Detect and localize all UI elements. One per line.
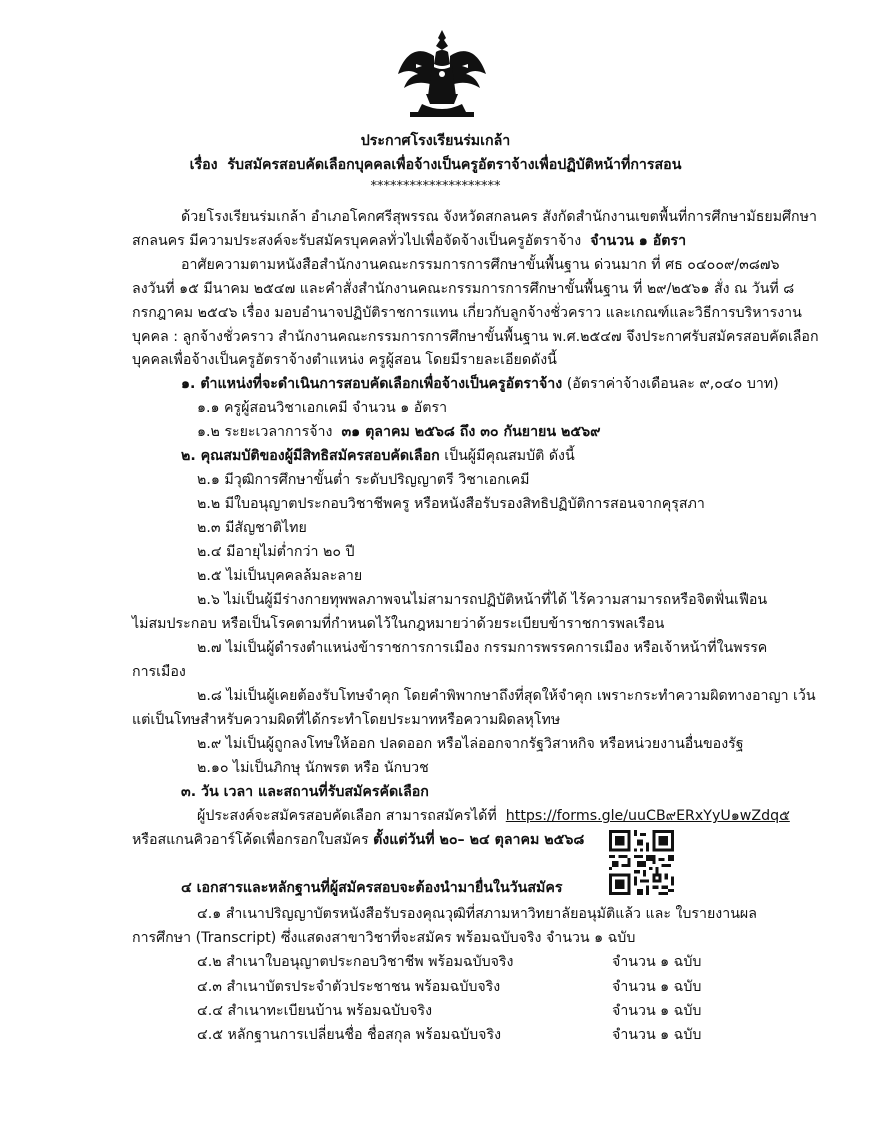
qualification-item: ๒.๙ ไม่เป็นผู้ถูกลงโทษให้ออก ปลดออก หรือไล่ออกจากรัฐวิสาหกิจ หรือหน่วยงานอื่นของรัฐ (197, 736, 744, 752)
intro-p1-line1: ด้วยโรงเรียนร่มเกล้า อำเภอโคกศรีสุพรรณ จังหวัดสกลนคร สังกัดสำนักงานเขตพื้นที่การศึกษามัธยมศึกษา (181, 209, 817, 225)
qr-code-icon[interactable] (609, 830, 674, 895)
section1-item1: ๑.๑ ครูผู้สอนวิชาเอกเคมี จำนวน ๑ อัตรา (197, 400, 448, 416)
garuda-emblem-icon (396, 26, 488, 122)
section2-heading-rest: เป็นผู้มีคุณสมบัติ ดังนี้ (444, 448, 575, 464)
section2-heading (181, 446, 575, 466)
section3-line1 (197, 806, 790, 826)
intro-p2-line5: บุคคลเพื่อจ้างเป็นครูอัตราจ้างตำแหน่ง ครูผู้สอน โดยมีรายละเอียดดังนี้ (132, 352, 557, 368)
document-item-label: ๔.๓ สำเนาบัตรประจำตัวประชาชน พร้อมฉบับจริง (197, 979, 501, 995)
document-item-count: จำนวน ๑ ฉบับ (612, 979, 702, 995)
intro-p1-line2 (132, 231, 686, 251)
qualification-item: ๒.๕ ไม่เป็นบุคคลล้มละลาย (197, 568, 363, 584)
qualification-item: ๒.๑ มีวุฒิการศึกษาขั้นต่ำ ระดับปริญญาตรี วิชาเอกเคมี (197, 472, 530, 488)
qualification-item-continued: แต่เป็นโทษสำหรับความผิดที่ได้กระทำโดยประมาทหรือความผิดลหุโทษ (132, 712, 561, 728)
qualification-item: ๒.๔ มีอายุไม่ต่ำกว่า ๒๐ ปี (197, 544, 355, 560)
subject-label: เรื่อง (189, 157, 218, 173)
qualification-item: ๒.๑๐ ไม่เป็นภิกษุ นักพรต หรือ นักบวช (197, 760, 429, 776)
intro-p2-line3: กรกฎาคม ๒๕๔๖ เรื่อง มอบอำนาจปฏิบัติราชการแทน เกี่ยวกับลูกจ้างชั่วคราว และเกณฑ์และวิธีการบริหารงาน (132, 305, 802, 321)
application-form-link[interactable]: https://forms.gle/uuCB๙ERxYyU๑wZdq๕ (505, 808, 790, 824)
section2-heading-text: ๒. คุณสมบัติของผู้มีสิทธิสมัครสอบคัดเลือก (181, 448, 440, 464)
announcement-title: ประกาศโรงเรียนร่มเกล้า (360, 133, 511, 149)
application-dates: ตั้งแต่วันที่ ๒๐– ๒๔ ตุลาคม ๒๕๖๘ (373, 832, 585, 848)
intro-p1-line2-text: สกลนคร มีความประสงค์จะรับสมัครบุคคลทั่วไปเพื่อจัดจ้างเป็นครูอัตราจ้าง (132, 233, 582, 249)
announcement-subject (0, 155, 871, 175)
section3-line2 (132, 830, 584, 850)
qualification-item-continued: การเมือง (132, 664, 186, 680)
separator-stars: ******************** (370, 179, 501, 194)
position-count: จำนวน ๑ อัตรา (590, 233, 687, 249)
intro-p2-line2: ลงวันที่ ๑๕ มีนาคม ๒๕๔๗ และคำสั่งสำนักงานคณะกรรมการการศึกษาขั้นพื้นฐาน ที่ ๒๙/๒๕๖๑ สั่ง ณ วันที่ ๘ (132, 281, 795, 297)
document-item-count: จำนวน ๑ ฉบับ (612, 954, 702, 970)
document-item: ๔.๑ สำเนาปริญญาบัตรหนังสือรับรองคุณวุฒิที่สภามหาวิทยาลัยอนุมัติแล้ว และ ใบรายงานผล (197, 906, 757, 922)
qualification-item: ๒.๘ ไม่เป็นผู้เคยต้องรับโทษจำคุก โดยคำพิพากษาถึงที่สุดให้จำคุก เพราะกระทำความผิดทางอาญา เว้น (197, 688, 816, 704)
qualification-item: ๒.๓ มีสัญชาติไทย (197, 520, 307, 536)
section4-heading: ๔ เอกสารและหลักฐานที่ผู้สมัครสอบจะต้องนำมายื่นในวันสมัคร (181, 880, 563, 896)
section3-heading: ๓. วัน เวลา และสถานที่รับสมัครคัดเลือก (181, 784, 429, 800)
document-item-continued: การศึกษา (Transcript) ซึ่งแสดงสาขาวิชาที่จะสมัคร พร้อมฉบับจริง จำนวน ๑ ฉบับ (132, 930, 636, 946)
employment-period: ๓๑ ตุลาคม ๒๕๖๘ ถึง ๓๐ กันยายน ๒๕๖๙ (341, 424, 601, 440)
section1-item2 (197, 422, 601, 442)
document-item-label: ๔.๔ สำเนาทะเบียนบ้าน พร้อมฉบับจริง (197, 1003, 433, 1019)
document-item-count: จำนวน ๑ ฉบับ (612, 1027, 702, 1043)
subject-text: รับสมัครสอบคัดเลือกบุคคลเพื่อจ้างเป็นครูอัตราจ้างเพื่อปฏิบัติหน้าที่การสอน (227, 157, 682, 173)
section1-heading (181, 374, 779, 394)
document-item-count: จำนวน ๑ ฉบับ (612, 1003, 702, 1019)
section1-item2-label: ๑.๒ ระยะเวลาการจ้าง (197, 424, 333, 440)
qualification-item: ๒.๖ ไม่เป็นผู้มีร่างกายทุพพลภาพจนไม่สามารถปฏิบัติหน้าที่ได้ ไร้ความสามารถหรือจิตฟั่นเฟือน (197, 592, 768, 608)
document-item-label: ๔.๒ สำเนาใบอนุญาตประกอบวิชาชีพ พร้อมฉบับจริง (197, 954, 514, 970)
section1-heading-text: ๑. ตำแหน่งที่จะดำเนินการสอบคัดเลือกเพื่อจ้างเป็นครูอัตราจ้าง (181, 376, 563, 392)
section3-line2-text: หรือสแกนคิวอาร์โค้ดเพื่อกรอกใบสมัคร (132, 832, 369, 848)
section3-line1-text: ผู้ประสงค์จะสมัครสอบคัดเลือก สามารถสมัครได้ที่ (197, 808, 497, 824)
qualification-item: ๒.๒ มีใบอนุญาตประกอบวิชาชีพครู หรือหนังสือรับรองสิทธิปฏิบัติการสอนจากคุรุสภา (197, 496, 705, 512)
qualification-item: ๒.๗ ไม่เป็นผู้ดำรงตำแหน่งข้าราชการการเมือง กรรมการพรรคการเมือง หรือเจ้าหน้าที่ในพรรค (197, 640, 768, 656)
intro-p2-line1: อาศัยความตามหนังสือสำนักงานคณะกรรมการการศึกษาขั้นพื้นฐาน ด่วนมาก ที่ ศธ ๐๔๐๐๙/๓๘๗๖ (181, 257, 780, 273)
intro-p2-line4: บุคคล : ลูกจ้างชั่วคราว สำนักงานคณะกรรมการการศึกษาขั้นพื้นฐาน พ.ศ.๒๕๔๗ จึงประกาศรับสมัครสอบคัดเลือก (132, 329, 819, 345)
document-item-label: ๔.๕ หลักฐานการเปลี่ยนชื่อ ชื่อสกุล พร้อมฉบับจริง (197, 1027, 502, 1043)
section1-heading-note: (อัตราค่าจ้างเดือนละ ๙,๐๔๐ บาท) (566, 376, 779, 392)
qualification-item-continued: ไม่สมประกอบ หรือเป็นโรคตามที่กำหนดไว้ในกฎหมายว่าด้วยระเบียบข้าราชการพลเรือน (132, 616, 665, 632)
